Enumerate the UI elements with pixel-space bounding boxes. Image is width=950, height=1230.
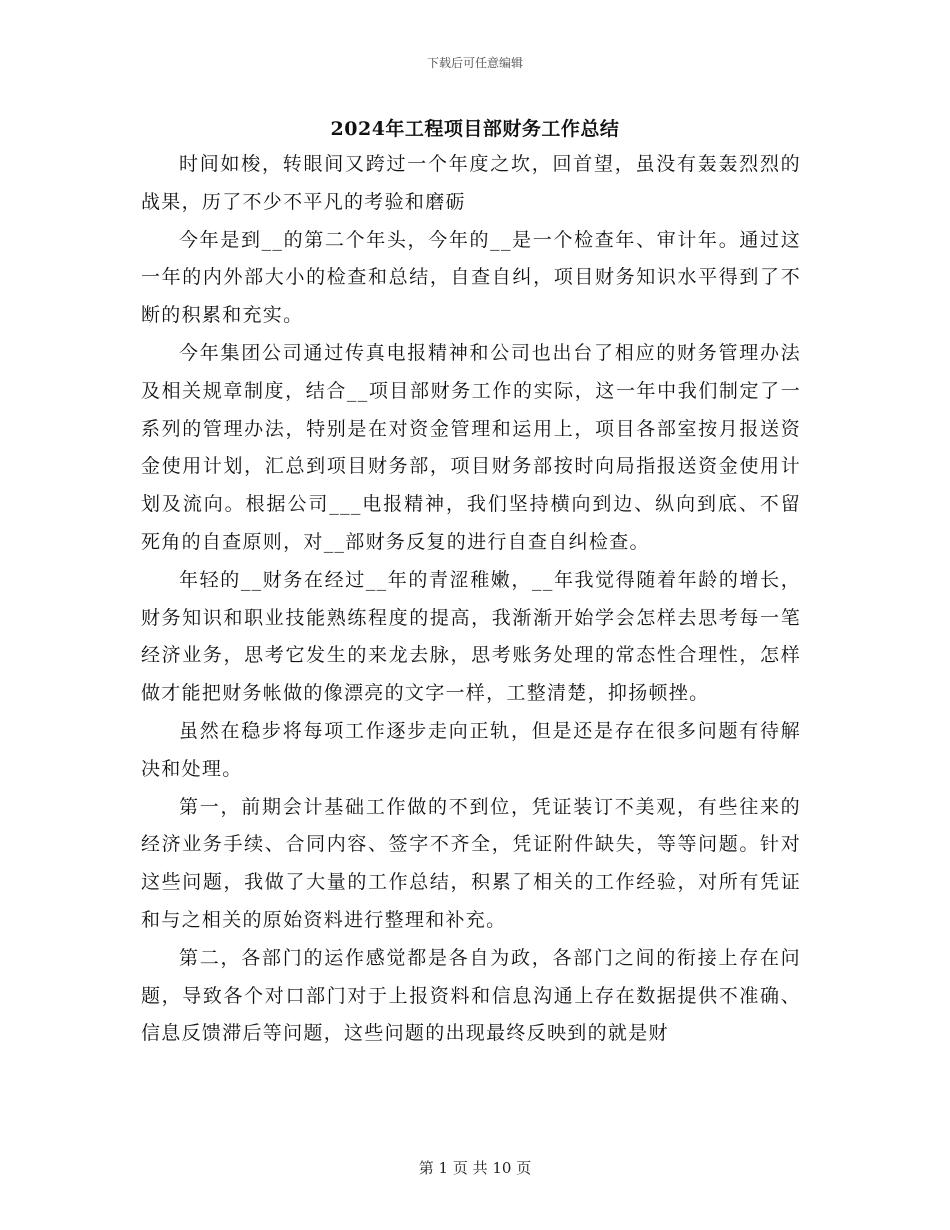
paragraph: 年轻的__财务在经过__年的青涩稚嫩，__年我觉得随着年龄的增长，财务知识和职业技能熟练程度的提高，我渐渐开始学会怎样去思考每一笔经济业务，思考它发生的来龙去脉，思考账务处理的常态性合理性，怎样做才能把财务帐做的像漂亮的文字一样，工整清楚，抑扬顿挫。 <box>141 568 801 705</box>
document-body <box>141 146 801 1053</box>
header-note: 下载后可任意编辑 <box>426 56 523 70</box>
paragraph: 今年是到__的第二个年头，今年的__是一个检查年、审计年。通过这一年的内外部大小的检查和总结，自查自纠，项目财务知识水平得到了不断的积累和充实。 <box>141 228 801 327</box>
document-title: 2024年工程项目部财务工作总结 <box>330 118 620 140</box>
page-number-footer: 第 1 页 共 10 页 <box>418 1159 532 1177</box>
paragraph: 第一，前期会计基础工作做的不到位，凭证装订不美观，有些往来的经济业务手续、合同内容、签字不齐全，凭证附件缺失，等等问题。针对这些问题，我做了大量的工作总结，积累了相关的工作经验，对所有凭证和与之相关的原始资料进行整理和补充。 <box>141 795 801 931</box>
paragraph: 第二，各部门的运作感觉都是各自为政，各部门之间的衔接上存在问题，导致各个对口部门对于上报资料和信息沟通上存在数据提供不准确、信息反馈滞后等问题，这些问题的出现最终反映到的就是财 <box>141 946 801 1045</box>
paragraph: 今年集团公司通过传真电报精神和公司也出台了相应的财务管理办法及相关规章制度，结合__项目部财务工作的实际，这一年中我们制定了一系列的管理办法，特别是在对资金管理和运用上，项目各部室按月报送资金使用计划，汇总到项目财务部，项目财务部按时向局指报送资金使用计划及流向。根据公司___电报精神，我们坚持横向到边、纵向到底、不留死角的自查原则，对__部财务反复的进行自查自纠检查。 <box>141 341 801 553</box>
paragraph: 虽然在稳步将每项工作逐步走向正轨，但是还是存在很多问题有待解决和处理。 <box>141 719 801 780</box>
paragraph: 时间如梭，转眼间又跨过一个年度之坎，回首望，虽没有轰轰烈烈的战果，历了不少不平凡的考验和磨砺 <box>141 153 801 213</box>
